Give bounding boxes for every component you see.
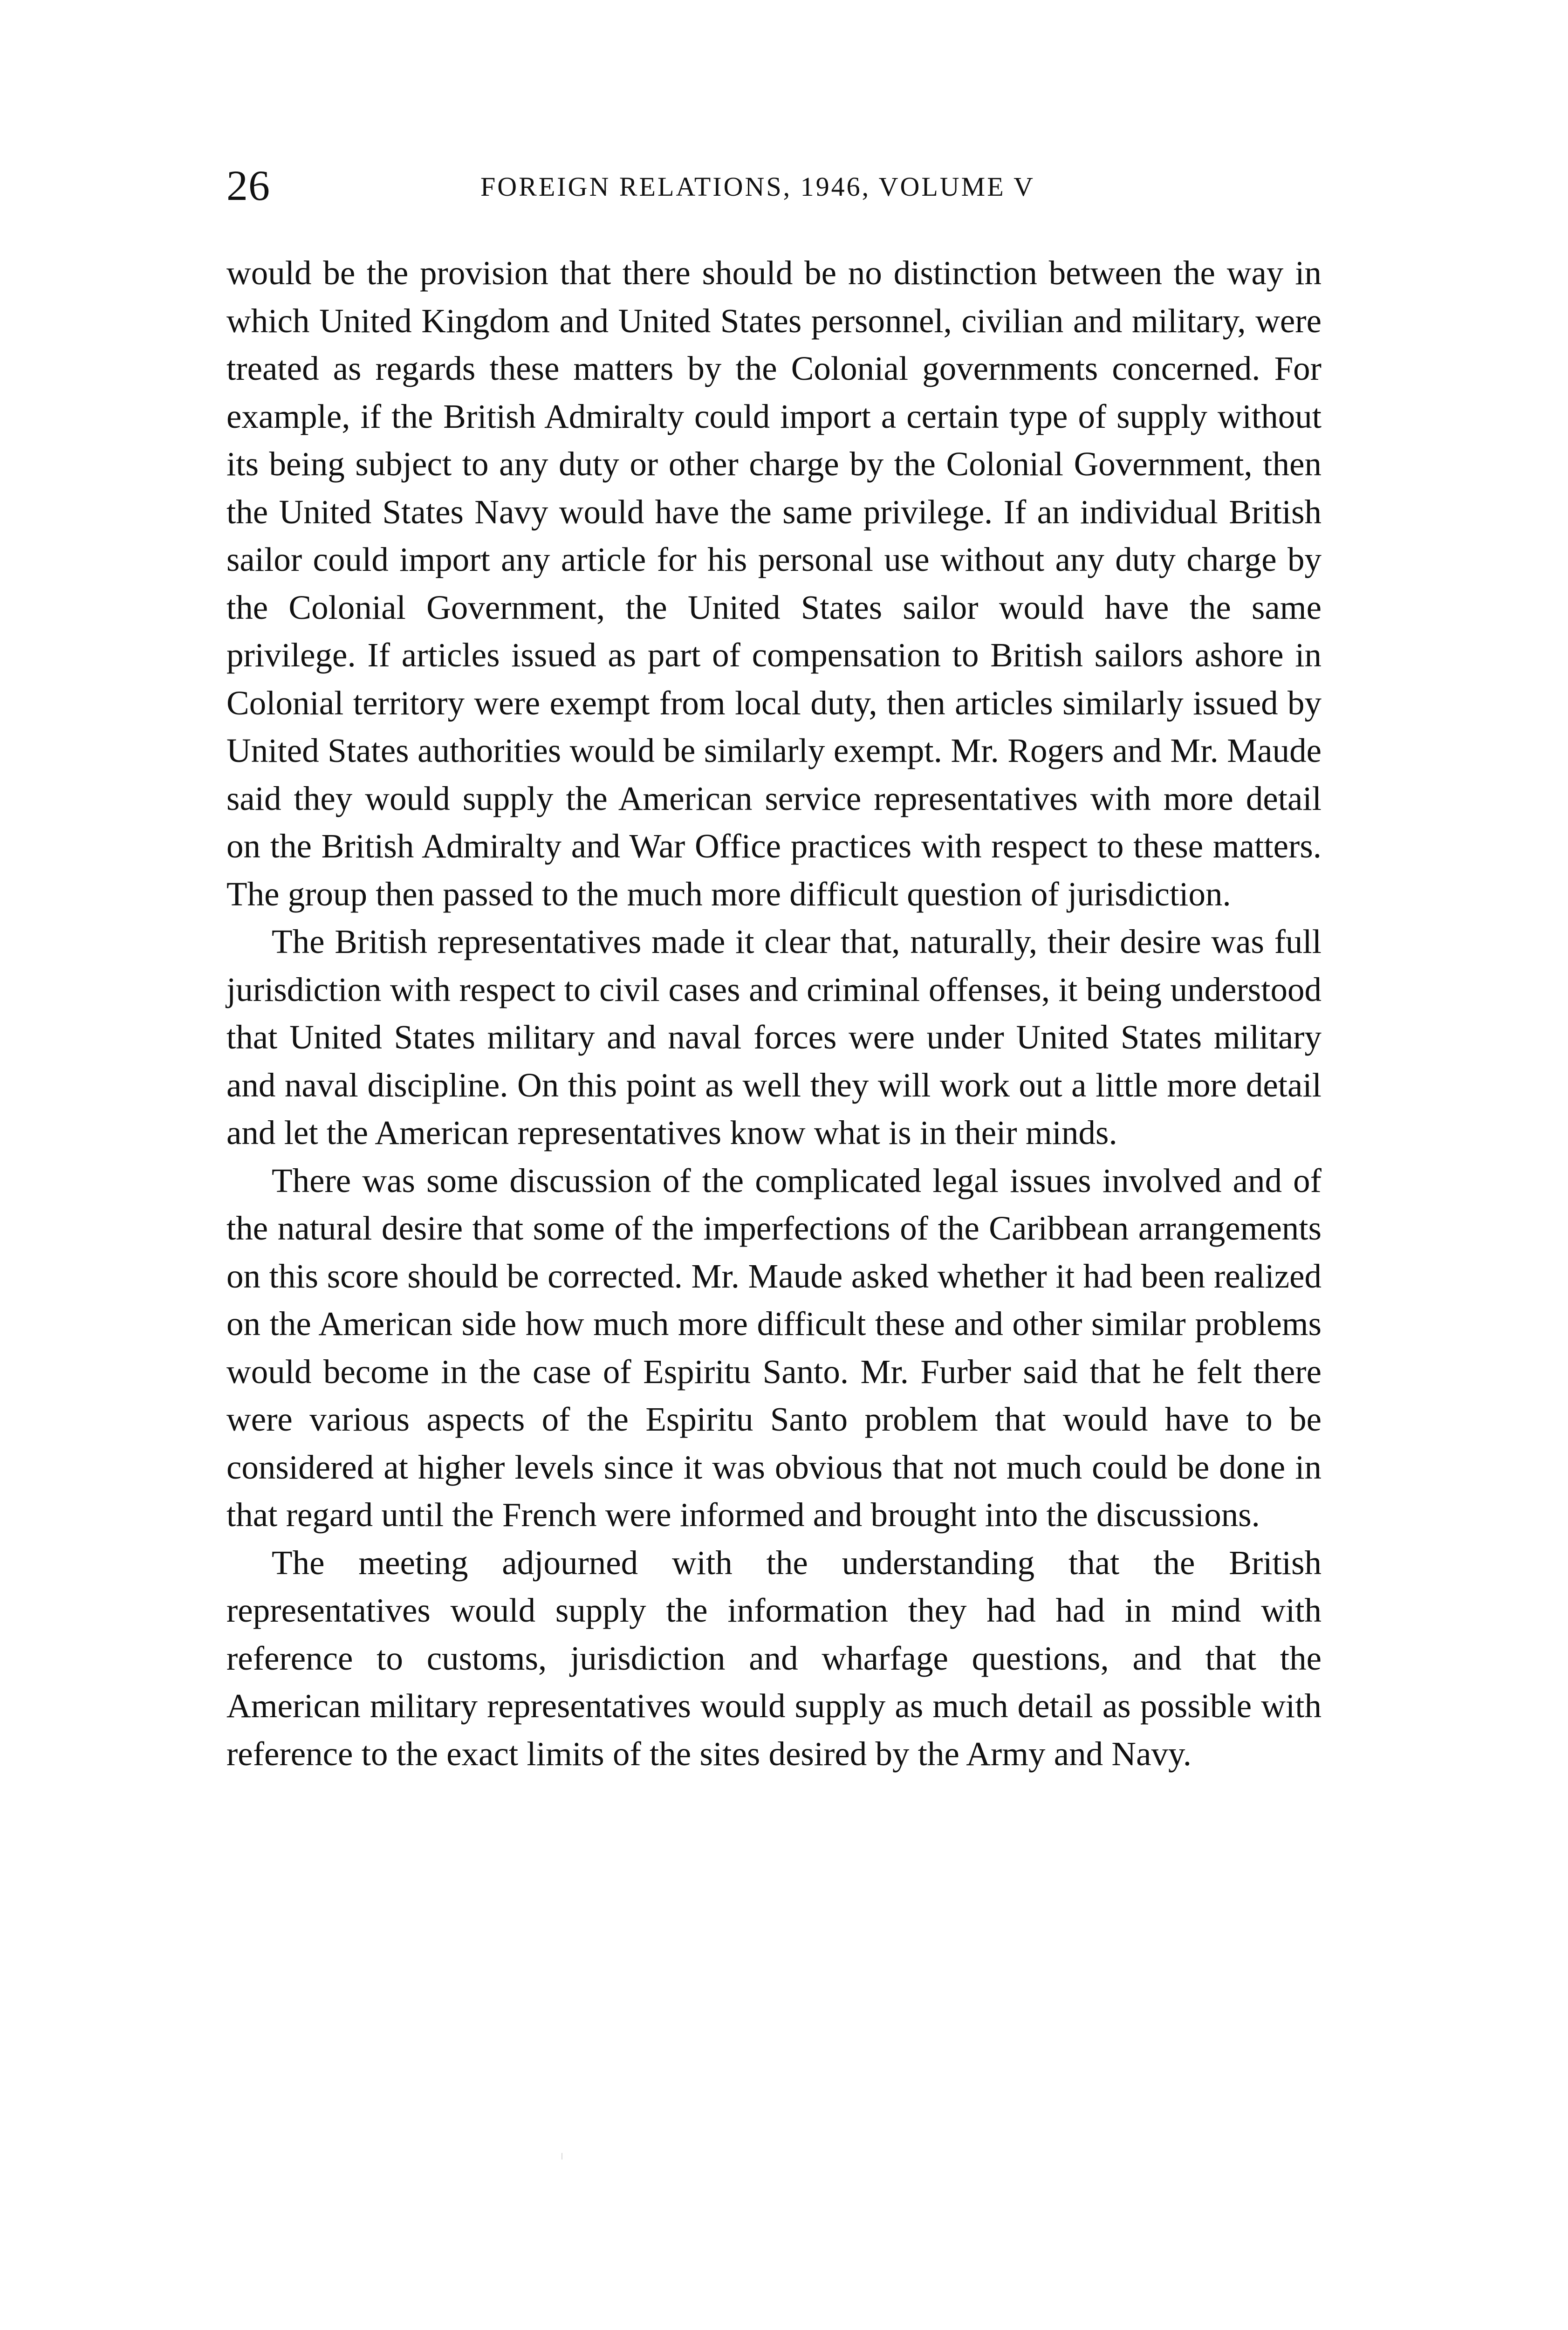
page-header bbox=[226, 164, 1322, 220]
paragraph-2: The British representatives made it clear that, naturally, their desire was full jurisdiction with respect to civil cases and criminal offenses, it being understood that United States military and naval forces were under United States military and naval discipline. On this point as well they will work out a little more detail and let the American representatives know what is in their minds. bbox=[226, 923, 1322, 1151]
body-text bbox=[226, 249, 1322, 1778]
paragraph-3: There was some discussion of the complicated legal issues involved and of the natural desire that some of the imperfections of the Caribbean arrangements on this score should be corrected. Mr. Maude asked whether it had been realized on the American side how much more difficult these and other similar problems would become in the case of Espiritu Santo. Mr. Furber said that he felt there were various aspects of the Espiritu Santo problem that would have to be considered at higher levels since it was obvious that not much could be done in that regard until the French were informed and brought into the discussions. bbox=[226, 1161, 1322, 1534]
page-number: 26 bbox=[226, 162, 270, 209]
scan-artifact-mark bbox=[561, 2153, 562, 2159]
paragraph-4: The meeting adjourned with the understanding that the British representatives would supply the information they had had in mind with reference to customs, jurisdiction and wharfage questions, and that the American military representatives would supply as much detail as possible with reference to the exact limits of the sites desired by the Army and Navy. bbox=[226, 1543, 1322, 1773]
running-head: FOREIGN RELATIONS, 1946, VOLUME V bbox=[480, 171, 1035, 202]
paragraph-1: would be the provision that there should be no distinction between the way in which United Kingdom and United States personnel, civilian and military, were treated as regards these matters by the Colonial governments concerned. For example, if the British Admiralty could import a certain type of supply without its being subject to any duty or other charge by the Colonial Government, then the United States Navy would have the same privilege. If an individual British sailor could import any article for his personal use without any duty charge by the Colonial Government, the United States sailor would have the same privilege. If articles issued as part of compensation to British sailors ashore in Colonial territory were exempt from local duty, then articles similarly issued by United States authorities would be similarly exempt. Mr. Rogers and Mr. Maude said they would supply the American service representatives with more detail on the British Admiralty and War Office practices with respect to these matters. The group then passed to the much more difficult question of jurisdiction. bbox=[226, 254, 1322, 913]
